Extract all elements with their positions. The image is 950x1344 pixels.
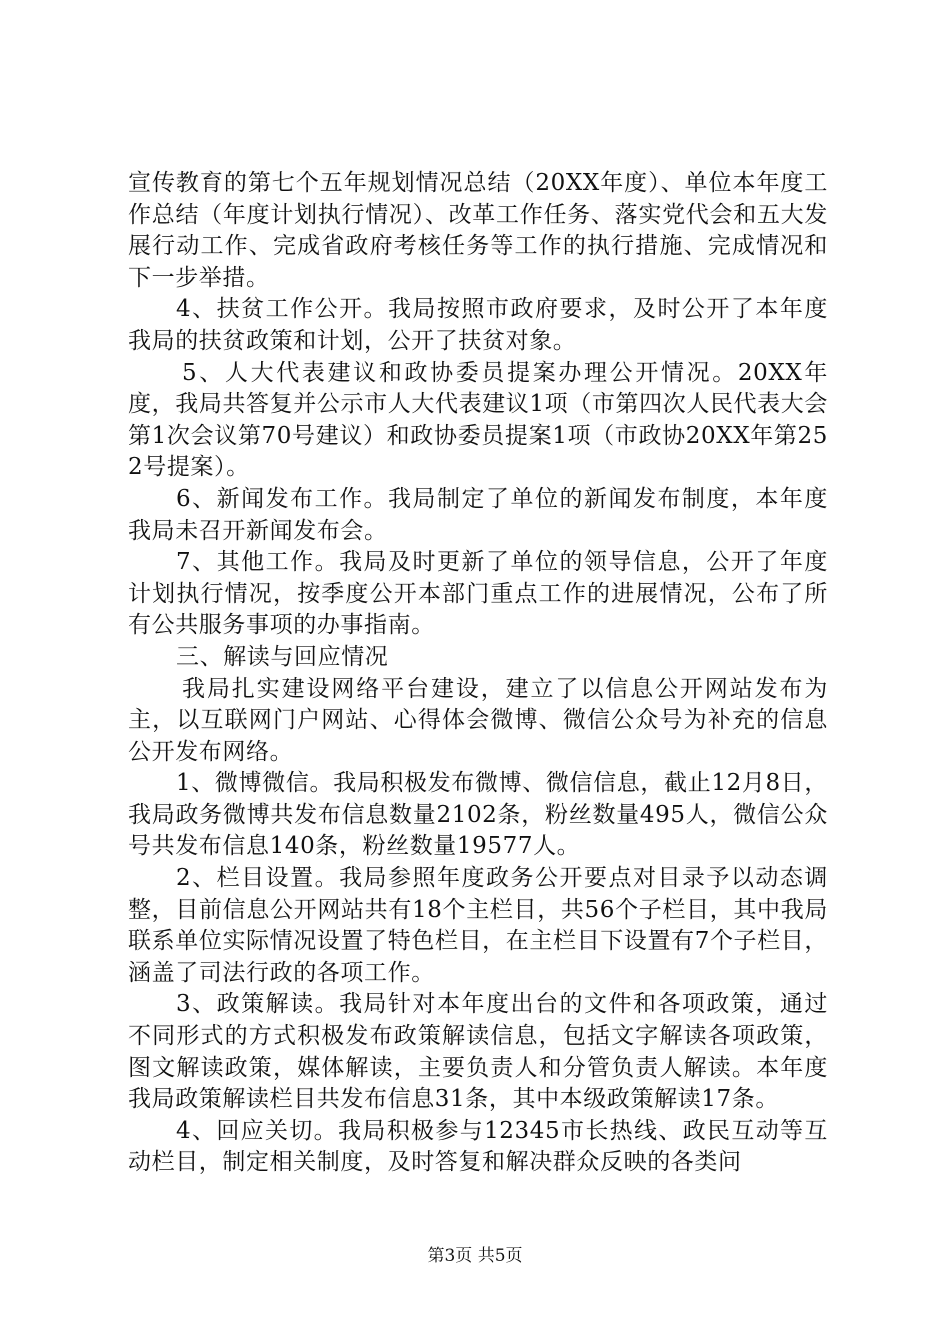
page-number-footer: 第3页 共5页 xyxy=(427,1246,523,1266)
paragraph-response-concerns: 4、回应关切。我局积极参与12345市长热线、政民互动等互动栏目，制定相关制度，及时答复和解决群众反映的各类问 xyxy=(128,1117,828,1176)
paragraph-column-setup: 2、栏目设置。我局参照年度政务公开要点对目录予以动态调整，目前信息公开网站共有18个主栏目，共56个子栏目，其中我局联系单位实际情况设置了特色栏目，在主栏目下设置有7个子栏目，涵盖了司法行政的各项工作。 xyxy=(128,865,828,986)
section-heading-interpretation: 三、解读与回应情况 xyxy=(176,643,389,670)
paragraph-poverty-disclosure: 4、扶贫工作公开。我局按照市政府要求，及时公开了本年度我局的扶贫政策和计划，公开了扶贫对象。 xyxy=(128,296,828,354)
paragraph-weibo-wechat: 1、微博微信。我局积极发布微博、微信信息，截止12月8日，我局政务微博共发布信息数量2102条，粉丝数量495人，微信公众号共发布信息140条，粉丝数量19577人。 xyxy=(128,770,828,860)
document-body xyxy=(128,168,828,1179)
paragraph-other-work: 7、其他工作。我局及时更新了单位的领导信息，公开了年度计划执行情况，按季度公开本部门重点工作的进展情况，公布了所有公共服务事项的办事指南。 xyxy=(128,549,828,639)
paragraph-policy-interpretation: 3、政策解读。我局针对本年度出台的文件和各项政策，通过不同形式的方式积极发布政策解读信息，包括文字解读各项政策，图文解读政策，媒体解读，主要负责人和分管负责人解读。本年度我局政策解读栏目共发布信息31条，其中本级政策解读17条。 xyxy=(128,991,828,1113)
paragraph-news-release: 6、新闻发布工作。我局制定了单位的新闻发布制度，本年度我局未召开新闻发布会。 xyxy=(128,485,828,544)
paragraph-continuation: 宣传教育的第七个五年规划情况总结（20XX年度）、单位本年度工作总结（年度计划执行情况）、改革工作任务、落实党代会和五大发展行动工作、完成省政府考核任务等工作的执行措施、完成情况和下一步举措。 xyxy=(128,170,828,291)
paragraph-proposals: 5、人大代表建议和政协委员提案办理公开情况。20XX年度，我局共答复并公示市人大代表建议1项（市第四次人民代表大会第1次会议第70号建议）和政协委员提案1项（市政协20XX年第252号提案）。 xyxy=(128,359,828,481)
paragraph-network-platform: 我局扎实建设网络平台建设，建立了以信息公开网站发布为主，以互联网门户网站、心得体会微博、微信公众号为补充的信息公开发布网络。 xyxy=(128,675,828,765)
